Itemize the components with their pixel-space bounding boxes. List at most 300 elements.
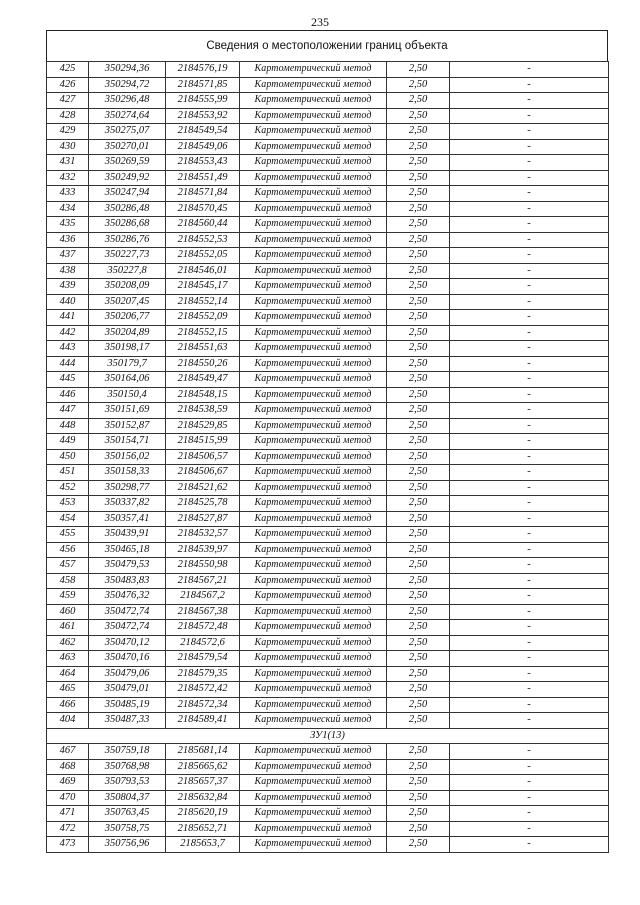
table-row bbox=[47, 589, 609, 605]
method-cell: Картометрический метод bbox=[240, 93, 387, 109]
boundary-table-block bbox=[46, 30, 608, 853]
y-coordinate-cell: 2184550,98 bbox=[166, 558, 240, 574]
point-number-cell: 464 bbox=[47, 666, 89, 682]
method-cell: Картометрический метод bbox=[240, 682, 387, 698]
table-row bbox=[47, 449, 609, 465]
y-coordinate-cell: 2184570,45 bbox=[166, 201, 240, 217]
description-cell: - bbox=[450, 170, 609, 186]
error-cell: 2,50 bbox=[387, 589, 450, 605]
method-cell: Картометрический метод bbox=[240, 821, 387, 837]
error-cell: 2,50 bbox=[387, 713, 450, 729]
method-cell: Картометрический метод bbox=[240, 775, 387, 791]
table-row bbox=[47, 201, 609, 217]
y-coordinate-cell: 2184521,62 bbox=[166, 480, 240, 496]
description-cell: - bbox=[450, 449, 609, 465]
table-row bbox=[47, 651, 609, 667]
point-number-cell: 441 bbox=[47, 310, 89, 326]
point-number-cell: 404 bbox=[47, 713, 89, 729]
y-coordinate-cell: 2185652,71 bbox=[166, 821, 240, 837]
description-cell: - bbox=[450, 620, 609, 636]
error-cell: 2,50 bbox=[387, 759, 450, 775]
table-row bbox=[47, 170, 609, 186]
description-cell: - bbox=[450, 201, 609, 217]
method-cell: Картометрический метод bbox=[240, 356, 387, 372]
x-coordinate-cell: 350485,19 bbox=[89, 697, 166, 713]
method-cell: Картометрический метод bbox=[240, 697, 387, 713]
point-number-cell: 465 bbox=[47, 682, 89, 698]
table-row bbox=[47, 294, 609, 310]
description-cell: - bbox=[450, 713, 609, 729]
description-cell: - bbox=[450, 232, 609, 248]
method-cell: Картометрический метод bbox=[240, 387, 387, 403]
x-coordinate-cell: 350158,33 bbox=[89, 465, 166, 481]
y-coordinate-cell: 2184532,57 bbox=[166, 527, 240, 543]
table-row bbox=[47, 542, 609, 558]
table-row bbox=[47, 837, 609, 853]
y-coordinate-cell: 2184571,85 bbox=[166, 77, 240, 93]
error-cell: 2,50 bbox=[387, 155, 450, 171]
error-cell: 2,50 bbox=[387, 279, 450, 295]
y-coordinate-cell: 2184552,14 bbox=[166, 294, 240, 310]
error-cell: 2,50 bbox=[387, 372, 450, 388]
description-cell: - bbox=[450, 263, 609, 279]
coordinates-table bbox=[46, 61, 609, 853]
point-number-cell: 434 bbox=[47, 201, 89, 217]
method-cell: Картометрический метод bbox=[240, 341, 387, 357]
point-number-cell: 433 bbox=[47, 186, 89, 202]
method-cell: Картометрический метод bbox=[240, 294, 387, 310]
description-cell: - bbox=[450, 682, 609, 698]
y-coordinate-cell: 2184589,41 bbox=[166, 713, 240, 729]
table-row bbox=[47, 155, 609, 171]
description-cell: - bbox=[450, 635, 609, 651]
point-number-cell: 466 bbox=[47, 697, 89, 713]
x-coordinate-cell: 350247,94 bbox=[89, 186, 166, 202]
y-coordinate-cell: 2184529,85 bbox=[166, 418, 240, 434]
x-coordinate-cell: 350298,77 bbox=[89, 480, 166, 496]
description-cell: - bbox=[450, 744, 609, 760]
error-cell: 2,50 bbox=[387, 387, 450, 403]
point-number-cell: 472 bbox=[47, 821, 89, 837]
error-cell: 2,50 bbox=[387, 201, 450, 217]
table-row bbox=[47, 418, 609, 434]
method-cell: Картометрический метод bbox=[240, 620, 387, 636]
x-coordinate-cell: 350476,32 bbox=[89, 589, 166, 605]
method-cell: Картометрический метод bbox=[240, 465, 387, 481]
table-row bbox=[47, 341, 609, 357]
description-cell: - bbox=[450, 589, 609, 605]
section-row bbox=[47, 728, 609, 744]
description-cell: - bbox=[450, 124, 609, 140]
method-cell: Картометрический метод bbox=[240, 651, 387, 667]
method-cell: Картометрический метод bbox=[240, 403, 387, 419]
x-coordinate-cell: 350227,8 bbox=[89, 263, 166, 279]
x-coordinate-cell: 350150,4 bbox=[89, 387, 166, 403]
method-cell: Картометрический метод bbox=[240, 635, 387, 651]
x-coordinate-cell: 350483,83 bbox=[89, 573, 166, 589]
table-row bbox=[47, 310, 609, 326]
x-coordinate-cell: 350465,18 bbox=[89, 542, 166, 558]
table-row bbox=[47, 806, 609, 822]
description-cell: - bbox=[450, 666, 609, 682]
x-coordinate-cell: 350286,76 bbox=[89, 232, 166, 248]
description-cell: - bbox=[450, 496, 609, 512]
point-number-cell: 462 bbox=[47, 635, 89, 651]
table-row bbox=[47, 635, 609, 651]
point-number-cell: 450 bbox=[47, 449, 89, 465]
y-coordinate-cell: 2185632,84 bbox=[166, 790, 240, 806]
error-cell: 2,50 bbox=[387, 821, 450, 837]
x-coordinate-cell: 350274,64 bbox=[89, 108, 166, 124]
point-number-cell: 452 bbox=[47, 480, 89, 496]
description-cell: - bbox=[450, 434, 609, 450]
description-cell: - bbox=[450, 108, 609, 124]
point-number-cell: 471 bbox=[47, 806, 89, 822]
y-coordinate-cell: 2184525,78 bbox=[166, 496, 240, 512]
point-number-cell: 454 bbox=[47, 511, 89, 527]
x-coordinate-cell: 350758,75 bbox=[89, 821, 166, 837]
x-coordinate-cell: 350198,17 bbox=[89, 341, 166, 357]
description-cell: - bbox=[450, 465, 609, 481]
description-cell: - bbox=[450, 62, 609, 78]
table-row bbox=[47, 186, 609, 202]
x-coordinate-cell: 350479,01 bbox=[89, 682, 166, 698]
description-cell: - bbox=[450, 527, 609, 543]
point-number-cell: 463 bbox=[47, 651, 89, 667]
point-number-cell: 453 bbox=[47, 496, 89, 512]
description-cell: - bbox=[450, 310, 609, 326]
error-cell: 2,50 bbox=[387, 62, 450, 78]
description-cell: - bbox=[450, 325, 609, 341]
method-cell: Картометрический метод bbox=[240, 434, 387, 450]
x-coordinate-cell: 350208,09 bbox=[89, 279, 166, 295]
error-cell: 2,50 bbox=[387, 620, 450, 636]
error-cell: 2,50 bbox=[387, 697, 450, 713]
table-row bbox=[47, 372, 609, 388]
error-cell: 2,50 bbox=[387, 651, 450, 667]
y-coordinate-cell: 2184539,97 bbox=[166, 542, 240, 558]
y-coordinate-cell: 2184549,47 bbox=[166, 372, 240, 388]
point-number-cell: 435 bbox=[47, 217, 89, 233]
table-row bbox=[47, 248, 609, 264]
description-cell: - bbox=[450, 186, 609, 202]
x-coordinate-cell: 350151,69 bbox=[89, 403, 166, 419]
x-coordinate-cell: 350294,72 bbox=[89, 77, 166, 93]
error-cell: 2,50 bbox=[387, 434, 450, 450]
point-number-cell: 438 bbox=[47, 263, 89, 279]
x-coordinate-cell: 350286,48 bbox=[89, 201, 166, 217]
y-coordinate-cell: 2184571,84 bbox=[166, 186, 240, 202]
point-number-cell: 448 bbox=[47, 418, 89, 434]
method-cell: Картометрический метод bbox=[240, 496, 387, 512]
method-cell: Картометрический метод bbox=[240, 449, 387, 465]
error-cell: 2,50 bbox=[387, 604, 450, 620]
error-cell: 2,50 bbox=[387, 77, 450, 93]
method-cell: Картометрический метод bbox=[240, 604, 387, 620]
point-number-cell: 443 bbox=[47, 341, 89, 357]
y-coordinate-cell: 2184551,49 bbox=[166, 170, 240, 186]
error-cell: 2,50 bbox=[387, 124, 450, 140]
y-coordinate-cell: 2184572,42 bbox=[166, 682, 240, 698]
description-cell: - bbox=[450, 155, 609, 171]
method-cell: Картометрический метод bbox=[240, 806, 387, 822]
y-coordinate-cell: 2184549,06 bbox=[166, 139, 240, 155]
x-coordinate-cell: 350286,68 bbox=[89, 217, 166, 233]
x-coordinate-cell: 350275,07 bbox=[89, 124, 166, 140]
table-row bbox=[47, 232, 609, 248]
point-number-cell: 449 bbox=[47, 434, 89, 450]
method-cell: Картометрический метод bbox=[240, 542, 387, 558]
x-coordinate-cell: 350204,89 bbox=[89, 325, 166, 341]
table-row bbox=[47, 465, 609, 481]
error-cell: 2,50 bbox=[387, 93, 450, 109]
method-cell: Картометрический метод bbox=[240, 139, 387, 155]
point-number-cell: 426 bbox=[47, 77, 89, 93]
point-number-cell: 427 bbox=[47, 93, 89, 109]
x-coordinate-cell: 350152,87 bbox=[89, 418, 166, 434]
error-cell: 2,50 bbox=[387, 263, 450, 279]
table-row bbox=[47, 790, 609, 806]
y-coordinate-cell: 2184527,87 bbox=[166, 511, 240, 527]
error-cell: 2,50 bbox=[387, 527, 450, 543]
description-cell: - bbox=[450, 93, 609, 109]
y-coordinate-cell: 2184506,57 bbox=[166, 449, 240, 465]
description-cell: - bbox=[450, 573, 609, 589]
table-row bbox=[47, 325, 609, 341]
table-row bbox=[47, 558, 609, 574]
method-cell: Картометрический метод bbox=[240, 325, 387, 341]
description-cell: - bbox=[450, 403, 609, 419]
point-number-cell: 442 bbox=[47, 325, 89, 341]
error-cell: 2,50 bbox=[387, 418, 450, 434]
method-cell: Картометрический метод bbox=[240, 248, 387, 264]
point-number-cell: 460 bbox=[47, 604, 89, 620]
x-coordinate-cell: 350804,37 bbox=[89, 790, 166, 806]
table-row bbox=[47, 511, 609, 527]
description-cell: - bbox=[450, 511, 609, 527]
section-label: ЗУ1(13) bbox=[47, 728, 609, 744]
x-coordinate-cell: 350357,41 bbox=[89, 511, 166, 527]
point-number-cell: 436 bbox=[47, 232, 89, 248]
table-row bbox=[47, 480, 609, 496]
error-cell: 2,50 bbox=[387, 186, 450, 202]
point-number-cell: 445 bbox=[47, 372, 89, 388]
method-cell: Картометрический метод bbox=[240, 418, 387, 434]
method-cell: Картометрический метод bbox=[240, 279, 387, 295]
y-coordinate-cell: 2184552,53 bbox=[166, 232, 240, 248]
point-number-cell: 429 bbox=[47, 124, 89, 140]
x-coordinate-cell: 350206,77 bbox=[89, 310, 166, 326]
description-cell: - bbox=[450, 294, 609, 310]
description-cell: - bbox=[450, 604, 609, 620]
x-coordinate-cell: 350763,45 bbox=[89, 806, 166, 822]
description-cell: - bbox=[450, 806, 609, 822]
description-cell: - bbox=[450, 217, 609, 233]
point-number-cell: 430 bbox=[47, 139, 89, 155]
point-number-cell: 437 bbox=[47, 248, 89, 264]
method-cell: Картометрический метод bbox=[240, 310, 387, 326]
x-coordinate-cell: 350793,53 bbox=[89, 775, 166, 791]
y-coordinate-cell: 2184567,38 bbox=[166, 604, 240, 620]
method-cell: Картометрический метод bbox=[240, 589, 387, 605]
x-coordinate-cell: 350756,96 bbox=[89, 837, 166, 853]
y-coordinate-cell: 2184552,15 bbox=[166, 325, 240, 341]
point-number-cell: 455 bbox=[47, 527, 89, 543]
y-coordinate-cell: 2185620,19 bbox=[166, 806, 240, 822]
table-row bbox=[47, 604, 609, 620]
y-coordinate-cell: 2184567,21 bbox=[166, 573, 240, 589]
table-row bbox=[47, 356, 609, 372]
x-coordinate-cell: 350768,98 bbox=[89, 759, 166, 775]
x-coordinate-cell: 350479,53 bbox=[89, 558, 166, 574]
table-row bbox=[47, 108, 609, 124]
y-coordinate-cell: 2184572,6 bbox=[166, 635, 240, 651]
table-row bbox=[47, 124, 609, 140]
table-row bbox=[47, 666, 609, 682]
method-cell: Картометрический метод bbox=[240, 713, 387, 729]
description-cell: - bbox=[450, 248, 609, 264]
y-coordinate-cell: 2184553,92 bbox=[166, 108, 240, 124]
description-cell: - bbox=[450, 542, 609, 558]
description-cell: - bbox=[450, 821, 609, 837]
description-cell: - bbox=[450, 759, 609, 775]
table-row bbox=[47, 139, 609, 155]
error-cell: 2,50 bbox=[387, 108, 450, 124]
error-cell: 2,50 bbox=[387, 217, 450, 233]
y-coordinate-cell: 2184551,63 bbox=[166, 341, 240, 357]
error-cell: 2,50 bbox=[387, 170, 450, 186]
y-coordinate-cell: 2184550,26 bbox=[166, 356, 240, 372]
method-cell: Картометрический метод bbox=[240, 372, 387, 388]
table-row bbox=[47, 744, 609, 760]
point-number-cell: 431 bbox=[47, 155, 89, 171]
y-coordinate-cell: 2184576,19 bbox=[166, 62, 240, 78]
description-cell: - bbox=[450, 558, 609, 574]
error-cell: 2,50 bbox=[387, 775, 450, 791]
error-cell: 2,50 bbox=[387, 511, 450, 527]
point-number-cell: 428 bbox=[47, 108, 89, 124]
description-cell: - bbox=[450, 372, 609, 388]
method-cell: Картометрический метод bbox=[240, 62, 387, 78]
table-row bbox=[47, 77, 609, 93]
y-coordinate-cell: 2184515,99 bbox=[166, 434, 240, 450]
error-cell: 2,50 bbox=[387, 248, 450, 264]
point-number-cell: 467 bbox=[47, 744, 89, 760]
x-coordinate-cell: 350154,71 bbox=[89, 434, 166, 450]
method-cell: Картометрический метод bbox=[240, 511, 387, 527]
point-number-cell: 440 bbox=[47, 294, 89, 310]
table-row bbox=[47, 620, 609, 636]
table-row bbox=[47, 93, 609, 109]
x-coordinate-cell: 350472,74 bbox=[89, 620, 166, 636]
x-coordinate-cell: 350294,36 bbox=[89, 62, 166, 78]
error-cell: 2,50 bbox=[387, 558, 450, 574]
y-coordinate-cell: 2184572,48 bbox=[166, 620, 240, 636]
table-row bbox=[47, 775, 609, 791]
method-cell: Картометрический метод bbox=[240, 759, 387, 775]
point-number-cell: 459 bbox=[47, 589, 89, 605]
description-cell: - bbox=[450, 775, 609, 791]
error-cell: 2,50 bbox=[387, 790, 450, 806]
x-coordinate-cell: 350227,73 bbox=[89, 248, 166, 264]
point-number-cell: 470 bbox=[47, 790, 89, 806]
error-cell: 2,50 bbox=[387, 449, 450, 465]
table-row bbox=[47, 279, 609, 295]
table-row bbox=[47, 682, 609, 698]
y-coordinate-cell: 2184548,15 bbox=[166, 387, 240, 403]
table-row bbox=[47, 527, 609, 543]
error-cell: 2,50 bbox=[387, 139, 450, 155]
point-number-cell: 473 bbox=[47, 837, 89, 853]
error-cell: 2,50 bbox=[387, 465, 450, 481]
description-cell: - bbox=[450, 279, 609, 295]
description-cell: - bbox=[450, 837, 609, 853]
x-coordinate-cell: 350337,82 bbox=[89, 496, 166, 512]
y-coordinate-cell: 2184567,2 bbox=[166, 589, 240, 605]
y-coordinate-cell: 2184546,01 bbox=[166, 263, 240, 279]
y-coordinate-cell: 2184545,17 bbox=[166, 279, 240, 295]
page-number: 235 bbox=[311, 15, 329, 29]
method-cell: Картометрический метод bbox=[240, 170, 387, 186]
x-coordinate-cell: 350472,74 bbox=[89, 604, 166, 620]
error-cell: 2,50 bbox=[387, 496, 450, 512]
x-coordinate-cell: 350296,48 bbox=[89, 93, 166, 109]
table-row bbox=[47, 759, 609, 775]
description-cell: - bbox=[450, 77, 609, 93]
point-number-cell: 446 bbox=[47, 387, 89, 403]
error-cell: 2,50 bbox=[387, 232, 450, 248]
error-cell: 2,50 bbox=[387, 403, 450, 419]
x-coordinate-cell: 350479,06 bbox=[89, 666, 166, 682]
description-cell: - bbox=[450, 418, 609, 434]
x-coordinate-cell: 350487,33 bbox=[89, 713, 166, 729]
y-coordinate-cell: 2184538,59 bbox=[166, 403, 240, 419]
point-number-cell: 444 bbox=[47, 356, 89, 372]
point-number-cell: 469 bbox=[47, 775, 89, 791]
y-coordinate-cell: 2184506,67 bbox=[166, 465, 240, 481]
error-cell: 2,50 bbox=[387, 294, 450, 310]
x-coordinate-cell: 350164,06 bbox=[89, 372, 166, 388]
error-cell: 2,50 bbox=[387, 325, 450, 341]
point-number-cell: 439 bbox=[47, 279, 89, 295]
method-cell: Картометрический метод bbox=[240, 232, 387, 248]
method-cell: Картометрический метод bbox=[240, 790, 387, 806]
method-cell: Картометрический метод bbox=[240, 480, 387, 496]
y-coordinate-cell: 2184553,43 bbox=[166, 155, 240, 171]
description-cell: - bbox=[450, 480, 609, 496]
table-row bbox=[47, 217, 609, 233]
error-cell: 2,50 bbox=[387, 744, 450, 760]
error-cell: 2,50 bbox=[387, 837, 450, 853]
x-coordinate-cell: 350470,12 bbox=[89, 635, 166, 651]
method-cell: Картометрический метод bbox=[240, 155, 387, 171]
point-number-cell: 457 bbox=[47, 558, 89, 574]
y-coordinate-cell: 2185657,37 bbox=[166, 775, 240, 791]
method-cell: Картометрический метод bbox=[240, 201, 387, 217]
error-cell: 2,50 bbox=[387, 356, 450, 372]
x-coordinate-cell: 350269,59 bbox=[89, 155, 166, 171]
description-cell: - bbox=[450, 387, 609, 403]
description-cell: - bbox=[450, 341, 609, 357]
table-caption: Сведения о местоположении границ объекта bbox=[46, 30, 608, 61]
description-cell: - bbox=[450, 356, 609, 372]
method-cell: Картометрический метод bbox=[240, 837, 387, 853]
x-coordinate-cell: 350470,16 bbox=[89, 651, 166, 667]
x-coordinate-cell: 350179,7 bbox=[89, 356, 166, 372]
method-cell: Картометрический метод bbox=[240, 186, 387, 202]
y-coordinate-cell: 2184579,54 bbox=[166, 651, 240, 667]
table-row bbox=[47, 62, 609, 78]
